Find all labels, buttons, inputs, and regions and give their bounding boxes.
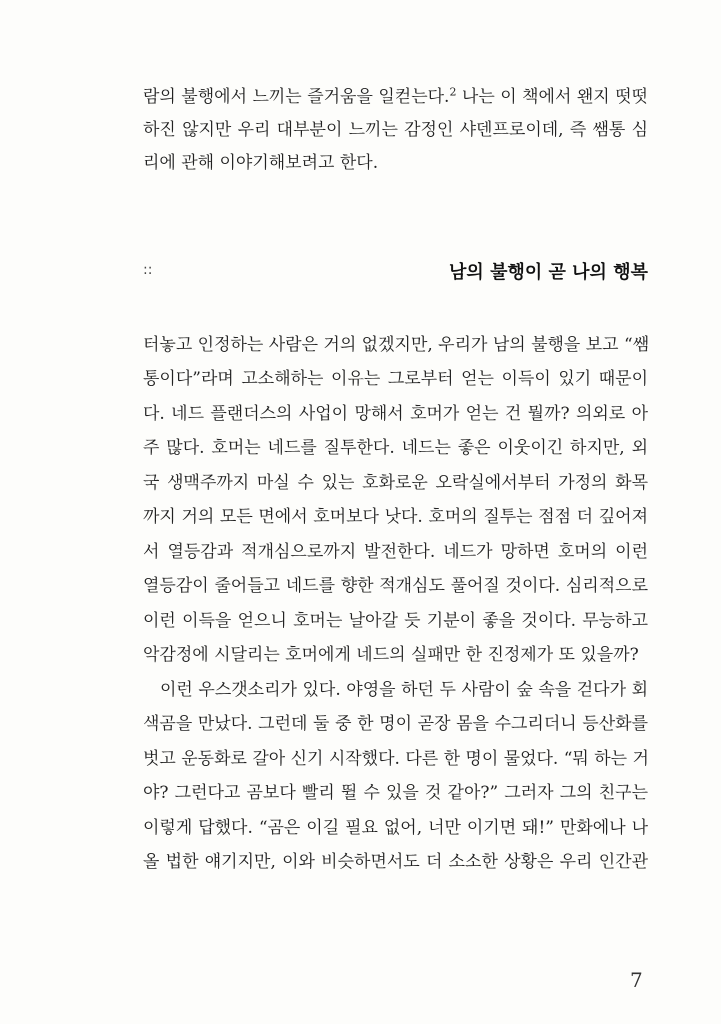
text-line: 터놓고 인정하는 사람은 거의 없겠지만, 우리가 남의 불행을 보고 “쌤 [143,335,650,355]
text-line: 이렇게 답했다. “곰은 이길 필요 없어, 너만 이기면 돼!” 만화에나 나 [143,818,648,838]
text-line: 주 많다. 호머는 네드를 질투한다. 네드는 좋은 이웃이긴 하지만, 외 [143,438,648,458]
text-line: 벗고 운동화로 갈아 신기 시작했다. 다른 한 명이 물었다. “뭐 하는 거 [143,749,649,769]
page-number: 7 [630,968,643,992]
section-marker: :: [143,262,153,278]
section-heading: 남의 불행이 곧 나의 행복 [449,262,648,283]
text-line: 열등감이 줄어들고 네드를 향한 적개심도 풀어질 것이다. 심리적으로 [143,576,648,596]
text-line: 하진 않지만 우리 대부분이 느끼는 감정인 샤덴프로이데, 즉 쌤통 심 [143,120,648,140]
text-line: 이런 우스갯소리가 있다. 야영을 하던 두 사람이 숲 속을 걷다가 회 [160,680,648,700]
text-line: 통이다”라며 고소해하는 이유는 그로부터 얻는 이득이 있기 때문이 [143,369,648,389]
footnote-ref[interactable]: 2 [449,85,457,99]
text-line: 올 법한 얘기지만, 이와 비슷하면서도 더 소소한 상황은 우리 인간관 [143,852,648,872]
text-line: 까지 거의 모든 면에서 호머보다 낫다. 호머의 질투는 점점 더 깊어져 [143,507,648,527]
text-line: 다. 네드 플랜더스의 사업이 망해서 호머가 얻는 건 뭘까? 의외로 아 [143,404,648,424]
text-line: 색곰을 만났다. 그런데 둘 중 한 명이 곧장 몸을 수그리더니 등산화를 [143,714,648,734]
text-line: 이런 이득을 얻으니 호머는 날아갈 듯 기분이 좋을 것이다. 무능하고 [143,611,648,631]
text-line: 람의 불행에서 느끼는 즐거움을 일컫는다.$^2$ 나는 이 책에서 왠지 떳떳 [143,85,648,107]
text-line: 악감정에 시달리는 호머에게 네드의 실패만 한 진정제가 또 있을까? [143,645,639,665]
text-line: 국 생맥주까지 마실 수 있는 호화로운 오락실에서부터 가정의 화목 [143,473,648,493]
text-line: 서 열등감과 적개심으로까지 발전한다. 네드가 망하면 호머의 이런 [143,542,648,562]
text-line: 야? 그런다고 곰보다 빨리 뛸 수 있을 것 같아?” 그러자 그의 친구는 [143,783,648,803]
text-line: 리에 관해 이야기해보려고 한다. [143,153,379,173]
